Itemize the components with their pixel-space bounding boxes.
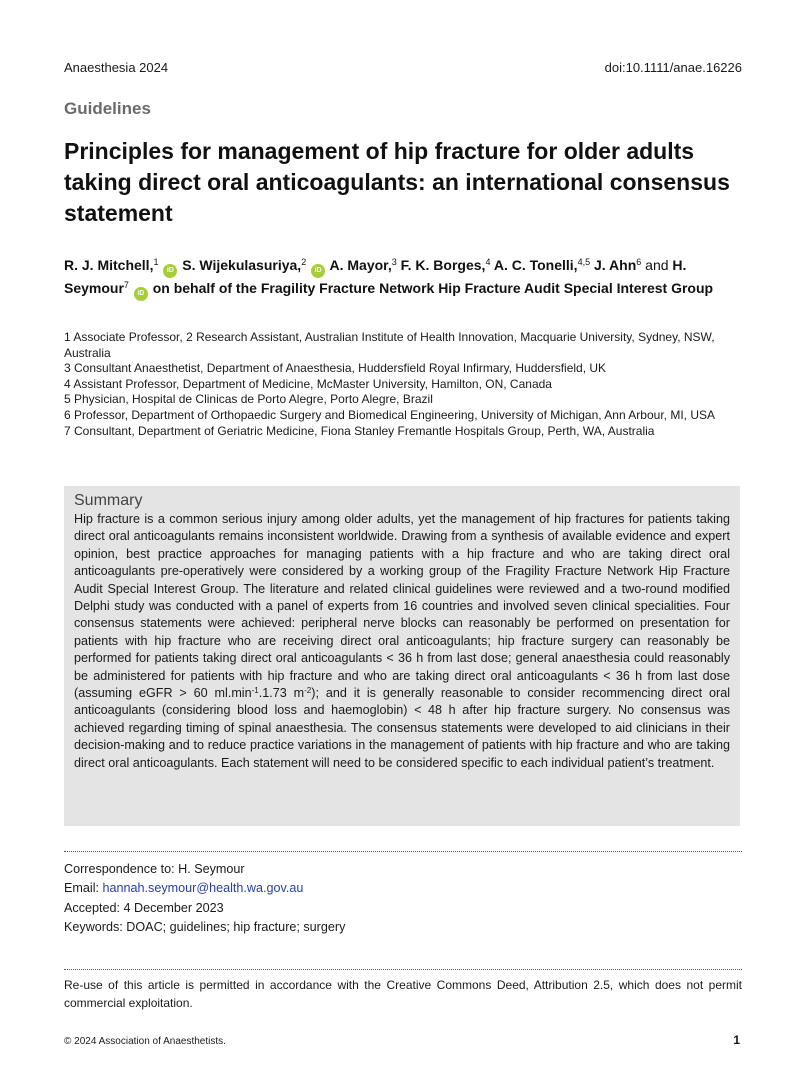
author-name: R. J. Mitchell,	[64, 257, 154, 273]
unit-exponent: -2	[304, 686, 312, 696]
summary-text-part: .1.73 m	[258, 686, 305, 701]
correspondence-block	[64, 860, 345, 938]
author-name: F. K. Borges,	[400, 257, 486, 273]
author-name: A. Mayor,	[329, 257, 392, 273]
doi[interactable]: doi:10.1111/anae.16226	[604, 60, 742, 75]
unit-exponent: -1	[251, 686, 259, 696]
author-list	[64, 255, 744, 301]
keywords: Keywords: DOAC; guidelines; hip fracture; surgery	[64, 920, 346, 935]
article-title: Principles for management of hip fracture for older adults taking direct oral anticoagulants: an international consensus statement	[64, 138, 730, 226]
affiliation-marker: 6	[636, 257, 642, 267]
email-link[interactable]: hannah.seymour@health.wa.gov.au	[102, 881, 304, 896]
affiliation-line: 7 Consultant, Department of Geriatric Medicine, Fiona Stanley Fremantle Hospitals Group, Perth, WA, Australia	[64, 423, 655, 438]
journal-name: Anaesthesia 2024	[64, 60, 169, 75]
summary-heading: Summary	[74, 492, 143, 509]
divider	[64, 969, 742, 970]
divider	[64, 851, 742, 852]
affiliation-line: 4 Assistant Professor, Department of Medicine, McMaster University, Hamilton, ON, Canada	[64, 376, 552, 391]
summary-text-part: Hip fracture is a common serious injury among older adults, yet the management of hip fractures for patients taking direct oral anticoagulants remains inconsistent worldwide. Drawing from a synthesis of available evidence and expert opinion, best practice approaches for managing patients with a hip fracture and who are taking direct oral anticoagulants pre-operatively were considered by a working group of the Fragility Fracture Network Hip Fracture Audit Special Interest Group. The literature and related clinical guidelines were reviewed and a two-round modified Delphi study was conducted with a panel of experts from 16 countries and involved seven clinical specialities. Four consensus statements were achieved: peripheral nerve blocks can reasonably be performed on presentation for patients with hip fracture who are receiving direct oral anticoagulants; hip fracture surgery can reasonably be performed for patients taking direct oral anticoagulants < 36 h from last dose; general anaesthesia could reasonably be administered for patients with hip fracture and who are taking direct oral anticoagulants < 36 h from last dose (assuming eGFR > 60 ml.min	[74, 512, 730, 701]
summary-text-part: ); and it is generally reasonable to consider recommencing direct oral anticoagulants (considering blood loss and haemoglobin) < 48 h after hip fracture surgery. No consensus was achieved regarding timing of spinal anaesthesia. The consensus statements were developed to aid clinicians in their decision-making and to reduce practice variations in the management of patients with hip fracture and who are taking direct oral anticoagulants. Each statement will need to be considered specific to each individual patient’s treatment.	[74, 686, 730, 770]
affiliation-marker: 3	[391, 257, 397, 267]
affiliation-line: 1 Associate Professor, 2 Research Assistant, Australian Institute of Health Innovation, Macquarie University, Sydney, NSW, Australia	[64, 330, 715, 360]
orcid-icon[interactable]: iD	[163, 264, 177, 278]
copyright: © 2024 Association of Anaesthetists.	[64, 1036, 226, 1047]
orcid-icon[interactable]: iD	[311, 264, 325, 278]
email-line	[64, 879, 345, 898]
page-number: 1	[733, 1033, 740, 1047]
conjunction: and	[645, 257, 669, 273]
affiliation-marker: 4,5	[577, 257, 591, 267]
affiliation-marker: 1	[153, 257, 159, 267]
email-label: Email:	[64, 881, 103, 896]
affiliation-line: 5 Physician, Hospital de Clinicas de Porto Alegre, Porto Alegre, Brazil	[64, 392, 433, 407]
affiliations	[64, 330, 744, 439]
affiliation-line: 6 Professor, Department of Orthopaedic Surgery and Biomedical Engineering, University of Michigan, Ann Arbour, MI, USA	[64, 407, 715, 422]
section-label: Guidelines	[64, 99, 151, 118]
affiliation-marker: 7	[123, 280, 129, 290]
affiliation-marker: 2	[301, 257, 307, 267]
summary-box	[64, 486, 740, 826]
author-name: H. Seymour	[64, 257, 687, 296]
license-notice: Re-use of this article is permitted in accordance with the Creative Commons Deed, Attribution 2.5, which does not permit commercial exploitation.	[64, 978, 742, 1010]
author-name: J. Ahn	[593, 257, 637, 273]
running-head	[64, 60, 742, 78]
affiliation-marker: 4	[485, 257, 491, 267]
author-name: S. Wijekulasuriya,	[182, 257, 302, 273]
orcid-icon[interactable]: iD	[134, 287, 148, 301]
affiliation-line: 3 Consultant Anaesthetist, Department of Anaesthesia, Huddersfield Royal Infirmary, Huddersfield, UK	[64, 361, 607, 376]
summary-text	[74, 511, 730, 772]
correspondence-to: Correspondence to: H. Seymour	[64, 862, 245, 876]
author-name: A. C. Tonelli,	[493, 257, 578, 273]
group-name: on behalf of the Fragility Fracture Network Hip Fracture Audit Special Interest Group	[152, 280, 714, 296]
accepted-date: Accepted: 4 December 2023	[64, 900, 224, 915]
